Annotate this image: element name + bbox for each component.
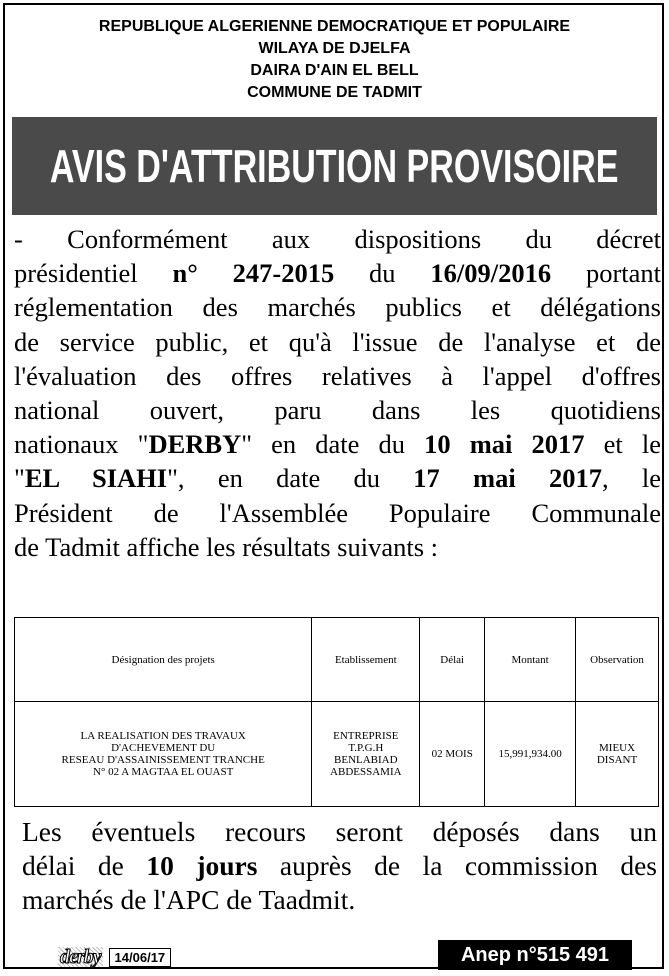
recours-line: Les éventuels recours seront déposés dans un: [22, 816, 657, 847]
notice-body: [14, 222, 661, 564]
delay-days: 10 jours: [146, 850, 258, 881]
results-table: [14, 617, 659, 807]
body-line: national ouvert, paru dans les quotidiens: [14, 394, 661, 425]
body-line: de Tadmit affiche les résultats suivants :: [14, 531, 439, 562]
publication-date-stamp: 14/06/17: [109, 948, 172, 967]
decree-date: 16/09/2016: [430, 258, 552, 289]
recours-line: délai de 10 jours auprès de la commission des: [22, 850, 657, 881]
table-row: [15, 702, 659, 807]
header-republic: REPUBLIQUE ALGERIENNE DEMOCRATIQUE ET POPULAIRE: [98, 18, 571, 35]
cell-etablissement: ENTREPRISE T.P.G.H BENLABIAD ABDESSAMIA: [312, 702, 420, 807]
body-line: - Conformément aux dispositions du décret: [14, 224, 661, 254]
decree-number: n° 247-2015: [172, 258, 335, 289]
newspaper-derby: DERBY: [148, 429, 242, 460]
header-observation: Observation: [576, 618, 659, 702]
notice-title: AVIS D'ATTRIBUTION PROVISOIRE: [50, 140, 619, 192]
cell-designation: LA REALISATION DES TRAVAUX D'ACHEVEMENT DU RESEAU D'ASSAINISSEMENT TRANCHE N° 02 A MAGTAA EL OUAST: [15, 702, 312, 807]
anep-reference: Anep n°515 491: [438, 940, 632, 970]
recours-paragraph: [22, 815, 657, 917]
body-line: réglementation des marchés publics et délégations: [14, 292, 661, 323]
header-commune: COMMUNE DE TADMIT: [247, 84, 422, 101]
body-line: Président de l'Assemblée Populaire Communale: [14, 497, 661, 528]
cell-observation: MIEUX DISANT: [576, 702, 659, 807]
publication-date-2: 17 mai 2017: [413, 463, 602, 494]
table-header-row: [15, 618, 659, 702]
header-delai: Délai: [420, 618, 485, 702]
header-wilaya: WILAYA DE DJELFA: [258, 40, 411, 57]
newspaper-el-siahi: EL SIAHI: [24, 463, 168, 494]
title-banner: [12, 117, 657, 215]
header-daira: DAIRA D'AIN EL BELL: [250, 62, 419, 79]
publication-date-1: 10 mai 2017: [424, 429, 585, 460]
body-line: l'évaluation des offres relatives à l'appel d'offres: [14, 360, 661, 391]
header-designation: Désignation des projets: [15, 618, 312, 702]
header-etablissement: Etablissement: [312, 618, 420, 702]
recours-line: marchés de l'APC de Taadmit.: [22, 884, 356, 915]
header-montant: Montant: [485, 618, 576, 702]
body-line: "EL SIAHI", en date du 17 mai 2017, le: [14, 463, 661, 494]
body-line: nationaux "DERBY" en date du 10 mai 2017 et le: [14, 429, 662, 460]
header: [0, 16, 669, 104]
cell-delai: 02 MOIS: [420, 702, 485, 807]
cell-montant: 15,991,934.00: [485, 702, 576, 807]
derby-logo: derby: [60, 946, 101, 968]
footer-left: [58, 946, 171, 968]
body-line: présidentiel n° 247-2015 du 16/09/2016 portant: [14, 258, 662, 289]
body-line: de service public, et qu'à l'issue de l'analyse et de: [14, 326, 661, 357]
